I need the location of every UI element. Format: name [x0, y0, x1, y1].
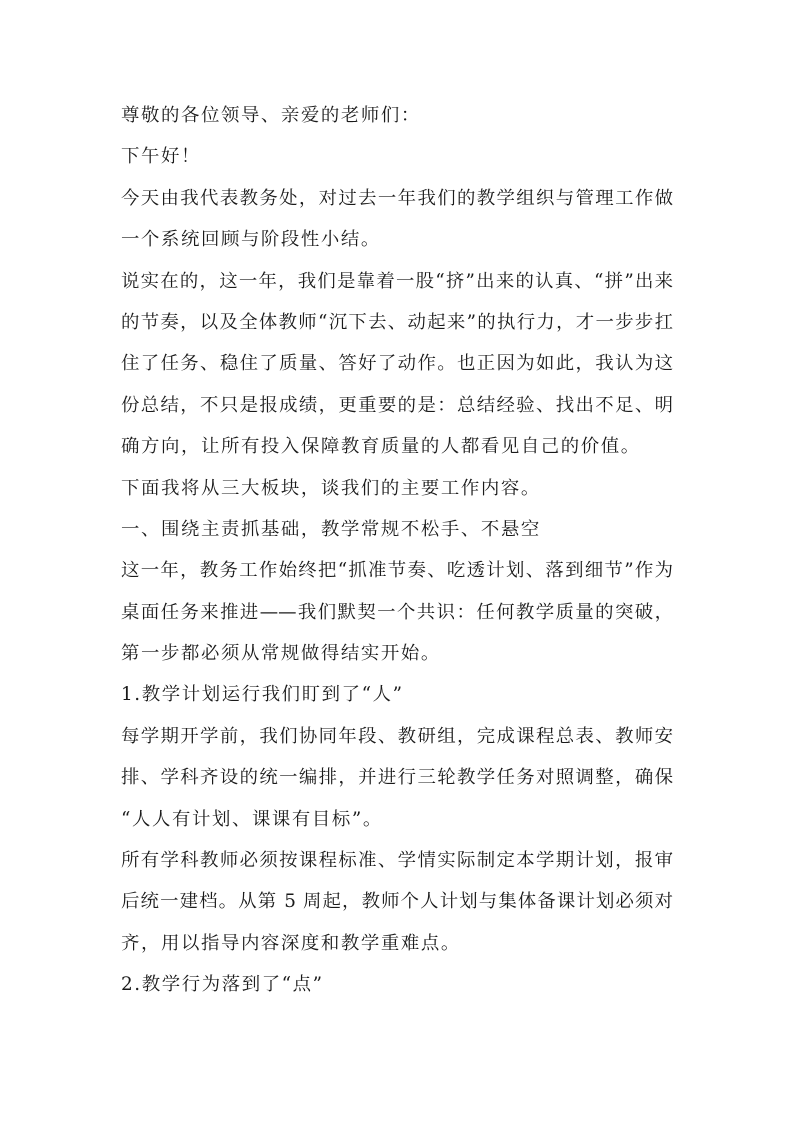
- subsection-paragraph-line: [121, 840, 673, 881]
- subsection-heading-text: 2.教学行为落到了“点”: [121, 974, 324, 996]
- paragraph-line: 今天由我代表教务处，对过去一年我们的教学组织与管理工作做: [121, 187, 673, 209]
- reflection-paragraph-line: [121, 343, 673, 384]
- subsection-paragraph-line: [121, 716, 673, 757]
- paragraph-line: 说实在的，这一年，我们是靠着一股“挤”出来的认真、“拼”出来: [121, 270, 673, 292]
- section-intro-line: [121, 633, 673, 674]
- paragraph-line: 第一步都必须从常规做得结实开始。: [121, 643, 441, 665]
- subsection-paragraph-line: [121, 881, 673, 922]
- paragraph-line: 桌面任务来推进——我们默契一个共识：任何教学质量的突破，: [121, 601, 673, 623]
- paragraph-line: 住了任务、稳住了质量、答好了动作。也正因为如此，我认为这: [121, 353, 673, 375]
- subsection-heading: [121, 964, 673, 1005]
- intro-paragraph-line: [121, 178, 673, 219]
- paragraph-line: 所有学科教师必须按课程标准、学情实际制定本学期计划，报审: [121, 850, 673, 872]
- paragraph-line: 每学期开学前，我们协同年段、教研组，完成课程总表、教师安: [121, 725, 673, 747]
- reflection-paragraph-line: [121, 302, 673, 343]
- reflection-paragraph-line: [121, 426, 673, 467]
- section-heading-text: 一、围绕主责抓基础，教学常规不松手、不悬空: [121, 518, 541, 540]
- reflection-paragraph-line: [121, 261, 673, 302]
- paragraph-line: 的节奏，以及全体教师“沉下去、动起来”的执行力，才一步步扛: [121, 311, 673, 333]
- paragraph-line: 份总结，不只是报成绩，更重要的是：总结经验、找出不足、明: [121, 394, 673, 416]
- greeting-text: 下午好！: [121, 146, 201, 168]
- outline-paragraph: [121, 468, 673, 509]
- paragraph-line: 这一年，教务工作始终把“抓准节奏、吃透计划、落到细节”作为: [121, 560, 673, 582]
- section-intro-line: [121, 550, 673, 591]
- subsection-paragraph-line: [121, 799, 673, 840]
- salutation-text: 尊敬的各位领导、亲爱的老师们：: [121, 105, 421, 126]
- document-body: [121, 95, 673, 1006]
- subsection-heading: [121, 674, 673, 715]
- salutation: [121, 95, 673, 136]
- reflection-paragraph-line: [121, 385, 673, 426]
- paragraph-line: 齐，用以指导内容深度和教学重难点。: [121, 932, 461, 954]
- section-heading: [121, 509, 673, 550]
- intro-paragraph-line: [121, 219, 673, 260]
- subsection-heading-text: 1.教学计划运行我们盯到了“人”: [121, 684, 404, 706]
- paragraph-line: 排、学科齐设的统一编排，并进行三轮教学任务对照调整，确保: [121, 767, 673, 789]
- paragraph-line: “人人有计划、课课有目标”。: [121, 808, 383, 830]
- paragraph-line: 后统一建档。从第 5 周起，教师个人计划与集体备课计划必须对: [121, 891, 673, 913]
- paragraph-line: 一个系统回顾与阶段性小结。: [121, 229, 381, 251]
- subsection-paragraph-line: [121, 923, 673, 964]
- paragraph-line: 下面我将从三大板块，谈我们的主要工作内容。: [121, 477, 541, 499]
- paragraph-line: 确方向，让所有投入保障教育质量的人都看见自己的价值。: [121, 436, 641, 458]
- section-intro-line: [121, 592, 673, 633]
- subsection-paragraph-line: [121, 757, 673, 798]
- greeting: [121, 136, 673, 177]
